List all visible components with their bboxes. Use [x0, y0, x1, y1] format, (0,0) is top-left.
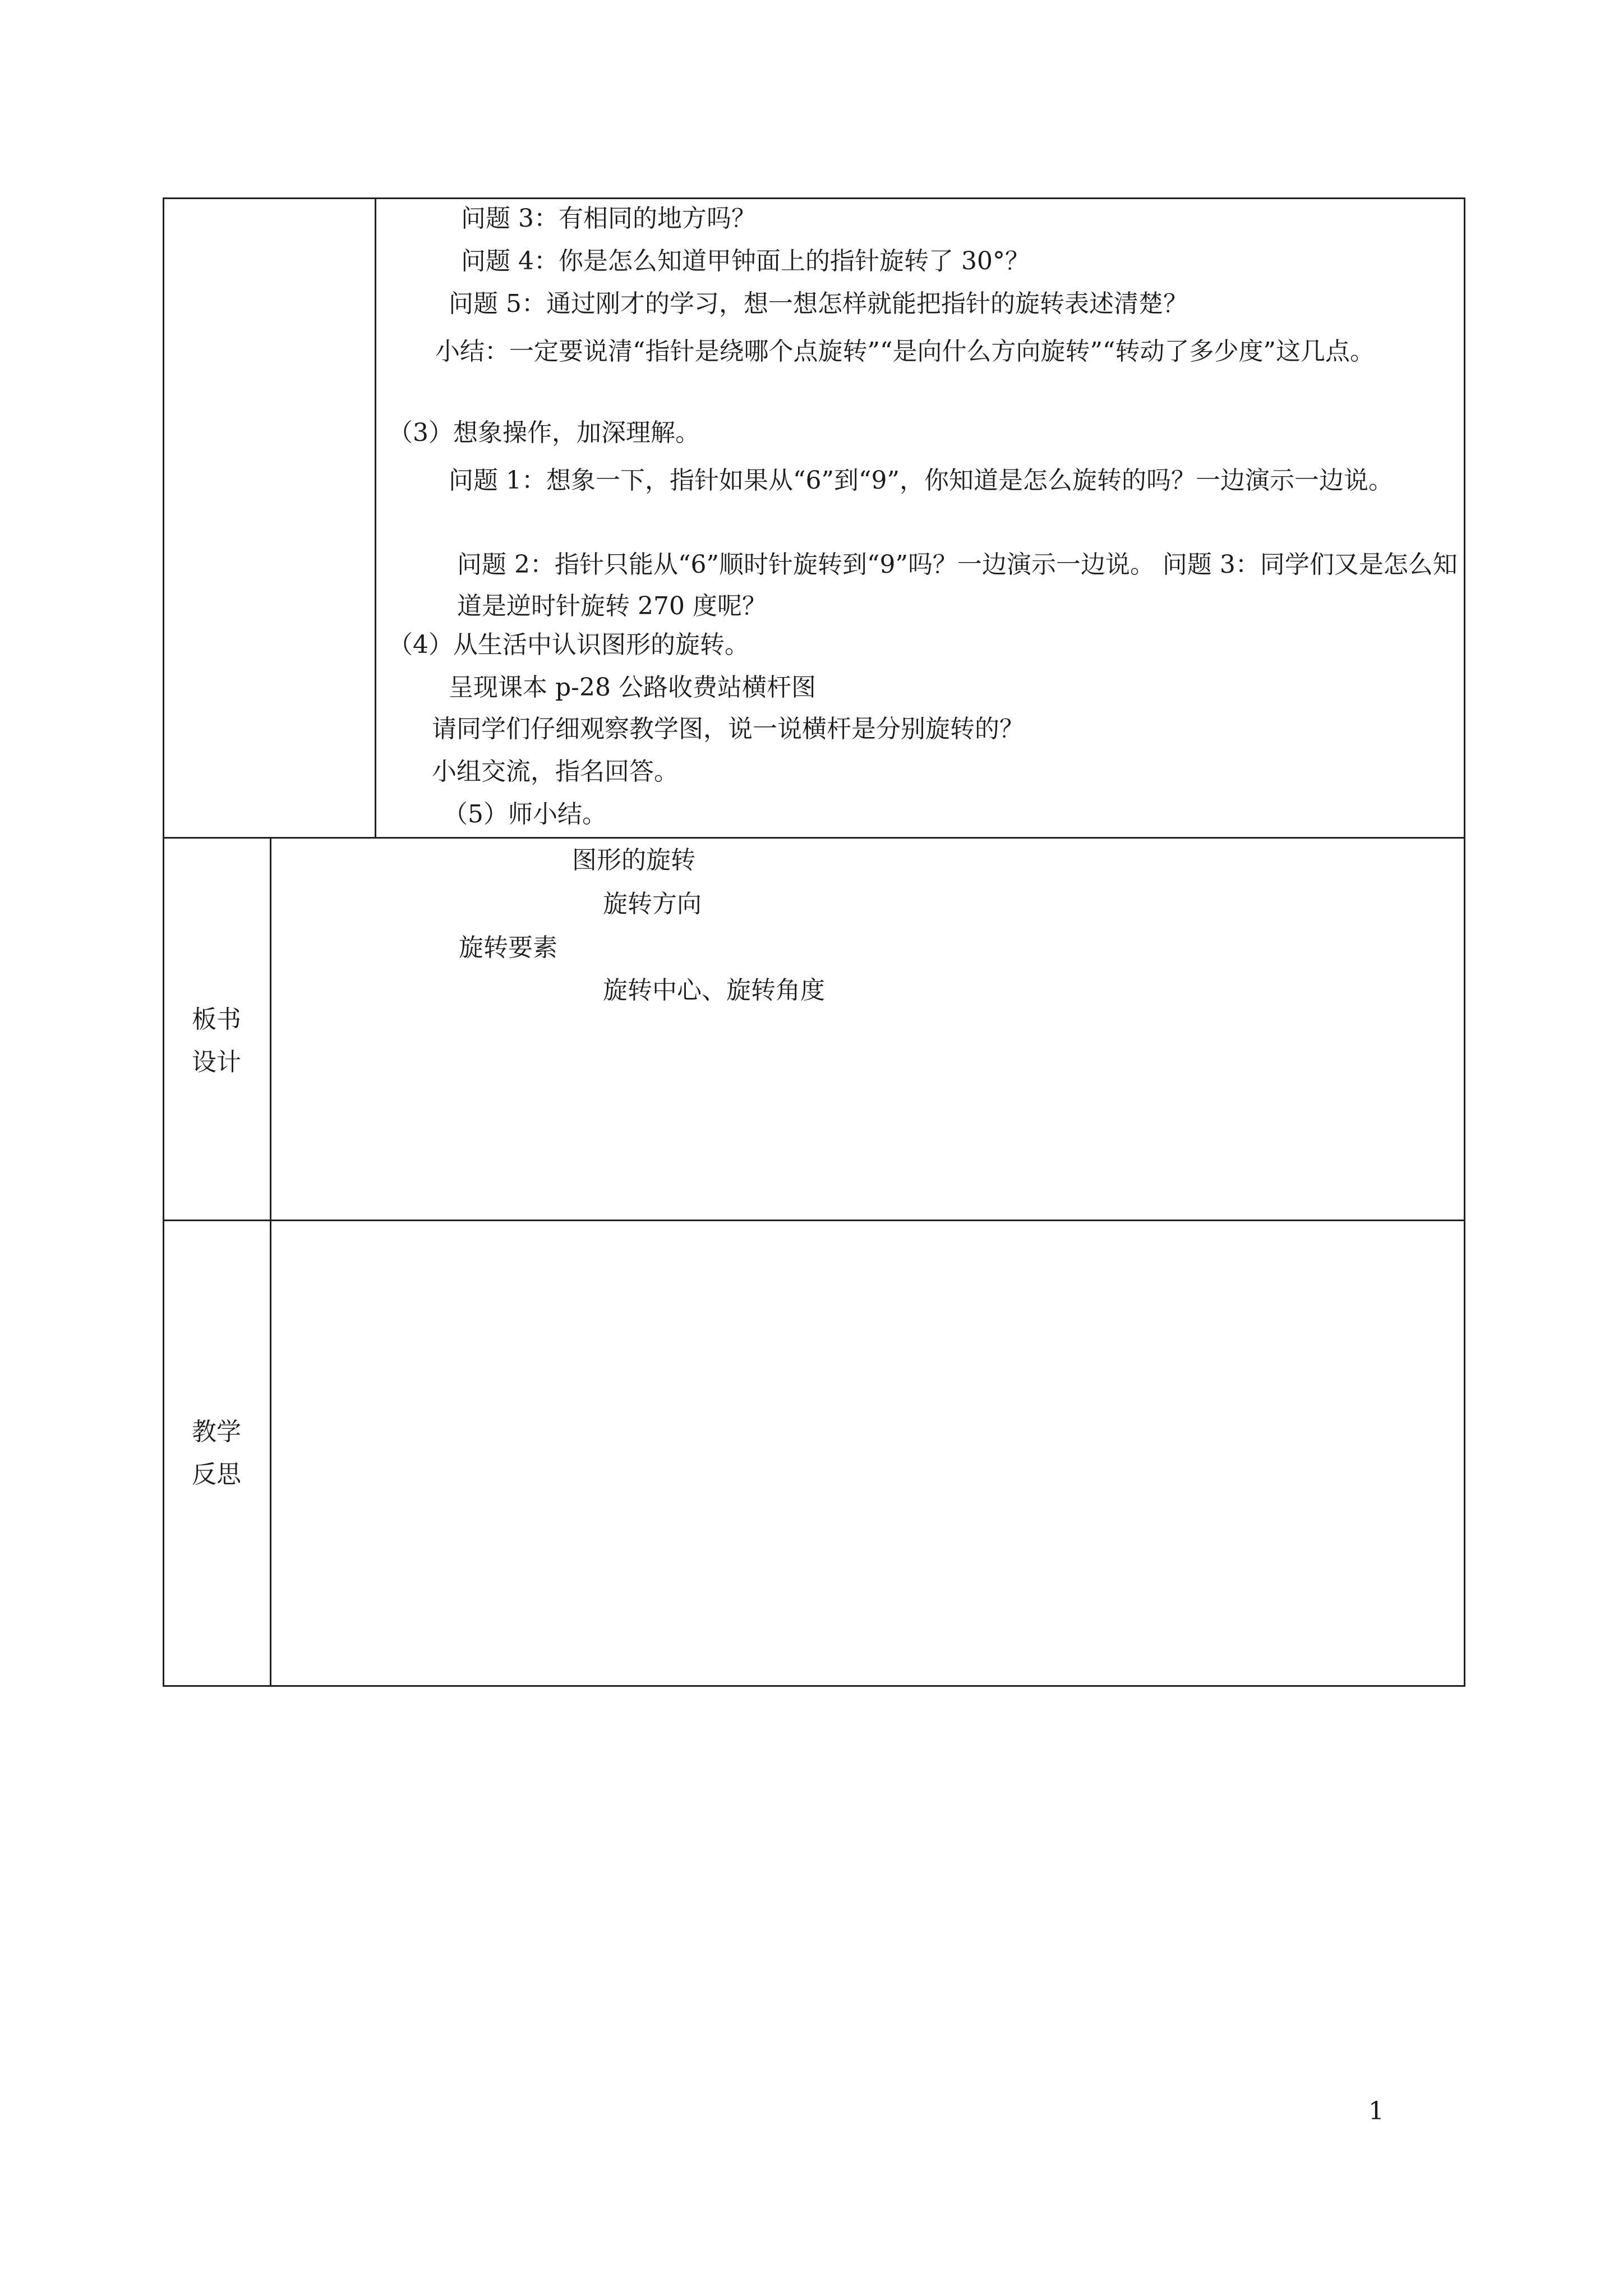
lesson-line-2: 问题 4：你是怎么知道甲钟面上的指针旋转了 30°？ [461, 247, 1030, 275]
board-direction: 旋转方向 [603, 890, 702, 918]
lesson-line-4: 小结：一定要说清“指针是绕哪个点旋转”“是向什么方向旋转”“转动了多少度”这几点。 [435, 337, 1375, 366]
table-border-right [1464, 197, 1465, 1687]
reflection-label: 教学反思 [192, 1418, 241, 1489]
lesson-line-7: 问题 2：指针只能从“6”顺时针旋转到“9”吗？一边演示一边说。 问题 3：同学们又是怎么知道是逆时针旋转 270 度呢？ [457, 550, 1458, 620]
board-elements: 旋转要素 [459, 933, 557, 962]
lesson-line-3: 问题 5：通过刚才的学习，想一想怎样就能把指针的旋转表述清楚？ [449, 289, 1188, 318]
col-divider-lower-rows [270, 837, 271, 1686]
row-divider-2 [163, 1220, 1465, 1221]
lesson-line-1: 问题 3：有相同的地方吗？ [461, 204, 756, 233]
lesson-line-12: （5）师小结。 [443, 800, 607, 829]
table-border-bottom [163, 1685, 1465, 1687]
row-divider-1 [163, 837, 1465, 839]
col-divider-top-row [375, 197, 376, 838]
page-number: 1 [1368, 2097, 1384, 2125]
lesson-line-10: 请同学们仔细观察教学图，说一说横杆是分别旋转的？ [432, 715, 1024, 743]
lesson-line-11: 小组交流，指名回答。 [432, 757, 679, 786]
table-border-top [163, 197, 1465, 199]
board-center-angle: 旋转中心、旋转角度 [603, 976, 825, 1005]
lesson-line-6: 问题 1：想象一下，指针如果从“6”到“9”，你知道是怎么旋转的吗？一边演示一边说。 [449, 466, 1393, 495]
lesson-line-8: （4）从生活中认识图形的旋转。 [388, 631, 749, 659]
lesson-line-9: 呈现课本 p-28 公路收费站横杆图 [449, 673, 816, 702]
board-title: 图形的旋转 [572, 846, 695, 875]
board-design-label: 板书设计 [192, 1005, 241, 1076]
table-border-left [163, 197, 164, 1687]
lesson-line-5: （3）想象操作，加深理解。 [388, 418, 700, 447]
